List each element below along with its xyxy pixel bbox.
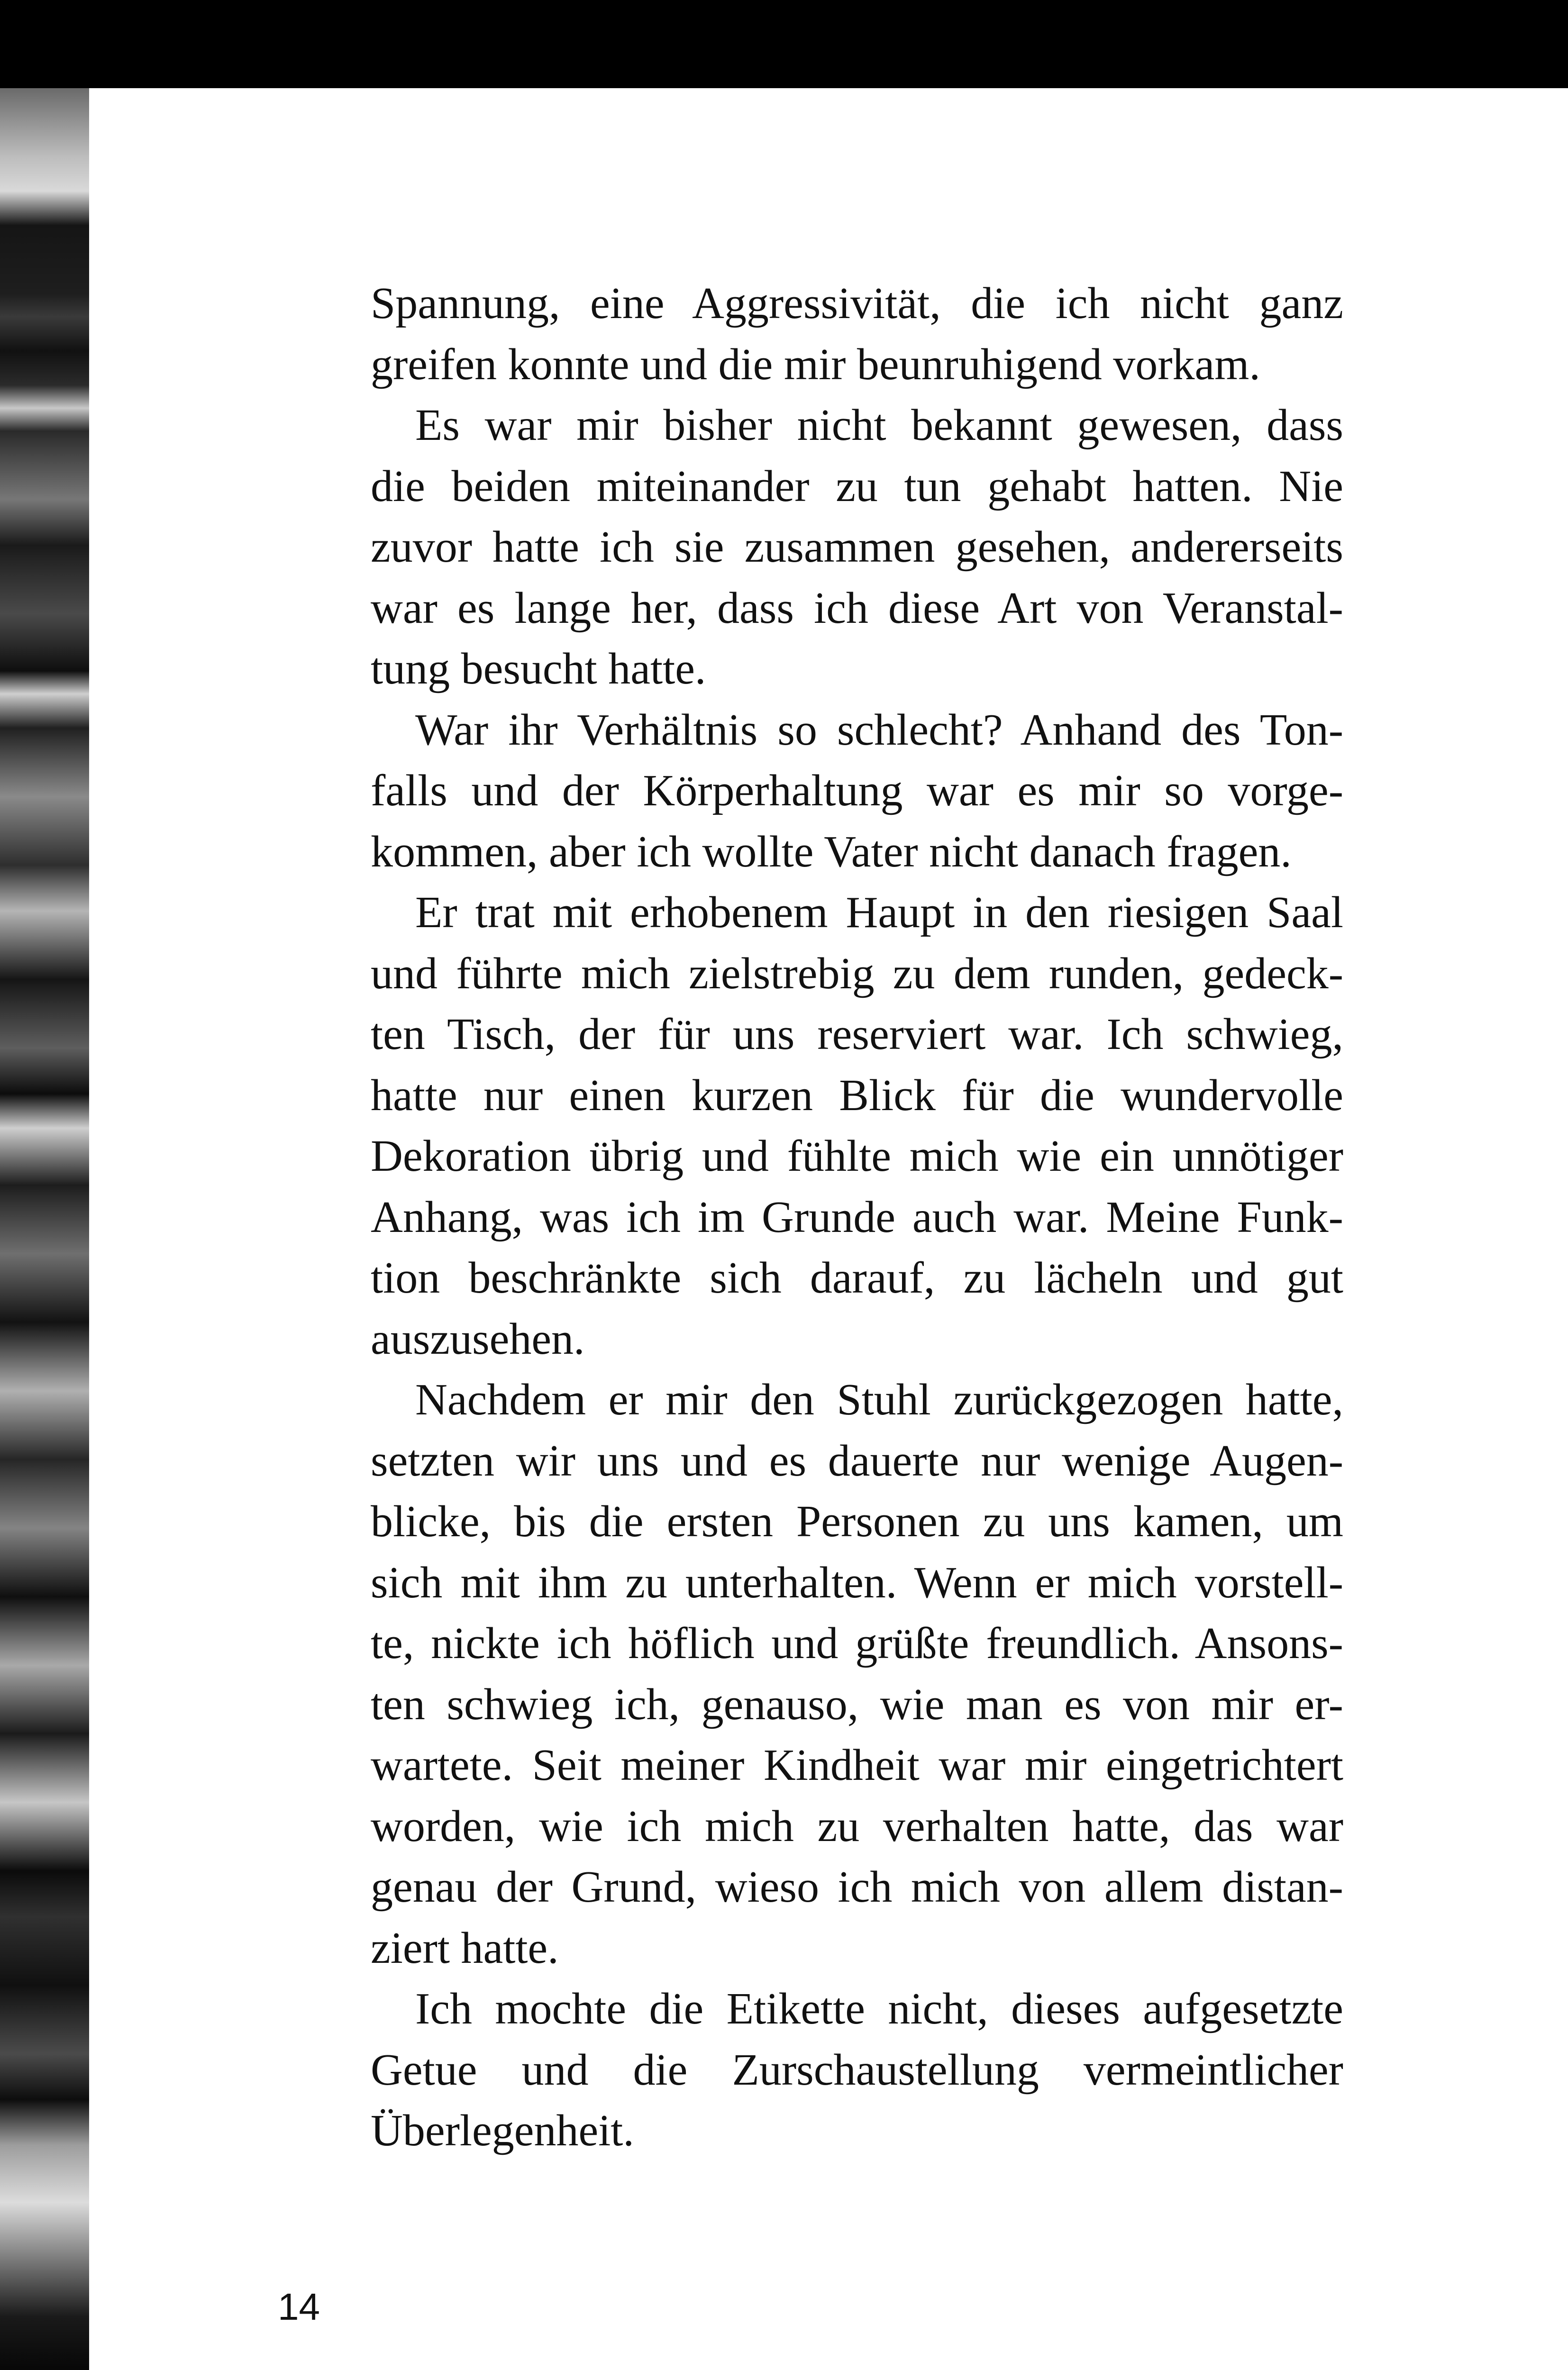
text-line: War ihr Verhältnis so schlecht? Anhand des Ton- xyxy=(415,705,1343,755)
text-line: zuvor hatte ich sie zusammen gesehen, andererseits xyxy=(371,522,1343,572)
text-line: te, nickte ich höflich und grüßte freundlich. Ansons- xyxy=(371,1619,1343,1668)
text-line: Überlegenheit. xyxy=(371,2106,634,2155)
text-line: auszusehen. xyxy=(371,1314,585,1364)
page-number: 14 xyxy=(278,2286,320,2328)
text-line: ten Tisch, der für uns reserviert war. Ich schwieg, xyxy=(371,1010,1343,1059)
text-line: die beiden miteinander zu tun gehabt hatten. Nie xyxy=(371,462,1343,511)
text-line: kommen, aber ich wollte Vater nicht danach fragen. xyxy=(371,827,1292,876)
text-line: Nachdem er mir den Stuhl zurückgezogen hatte, xyxy=(415,1375,1343,1424)
text-line: Es war mir bisher nicht bekannt gewesen, dass xyxy=(415,401,1343,450)
text-line: tion beschränkte sich darauf, zu lächeln und gut xyxy=(371,1253,1343,1303)
text-line: Ich mochte die Etikette nicht, dieses aufgesetzte xyxy=(415,1984,1343,2033)
text-line: ten schwieg ich, genauso, wie man es von mir er- xyxy=(371,1680,1343,1729)
text-line: sich mit ihm zu unterhalten. Wenn er mich vorstell- xyxy=(371,1558,1343,1607)
text-line: tung besucht hatte. xyxy=(371,644,706,693)
text-line: Getue und die Zurschaustellung vermeintlicher xyxy=(371,2045,1343,2095)
text-line: und führte mich zielstrebig zu dem runden, gedeck- xyxy=(371,949,1343,998)
text-line: genau der Grund, wieso ich mich von allem distan- xyxy=(371,1862,1343,1912)
text-line: ziert hatte. xyxy=(371,1923,559,1973)
text-line: Spannung, eine Aggressivität, die ich nicht ganz xyxy=(371,279,1343,328)
text-line: setzten wir uns und es dauerte nur wenige Augen- xyxy=(371,1436,1343,1486)
text-line: worden, wie ich mich zu verhalten hatte, das war xyxy=(371,1802,1343,1851)
text-line: falls und der Körperhaltung war es mir so vorge- xyxy=(371,766,1343,815)
text-line: Er trat mit erhobenem Haupt in den riesigen Saal xyxy=(415,888,1343,937)
book-page xyxy=(89,88,1568,2370)
text-line: Anhang, was ich im Grunde auch war. Meine Funk- xyxy=(371,1193,1343,1242)
text-line: war es lange her, dass ich diese Art von Veranstal- xyxy=(371,583,1343,633)
left-scan-edge-strip xyxy=(0,88,89,2370)
top-black-band xyxy=(0,0,1568,88)
text-line: blicke, bis die ersten Personen zu uns kamen, um xyxy=(371,1497,1343,1546)
text-line: hatte nur einen kurzen Blick für die wundervolle xyxy=(371,1071,1343,1120)
text-line: Dekoration übrig und fühlte mich wie ein unnötiger xyxy=(371,1131,1343,1181)
text-line: greifen konnte und die mir beunruhigend vorkam. xyxy=(371,340,1260,389)
text-line: wartete. Seit meiner Kindheit war mir eingetrichtert xyxy=(371,1741,1343,1790)
